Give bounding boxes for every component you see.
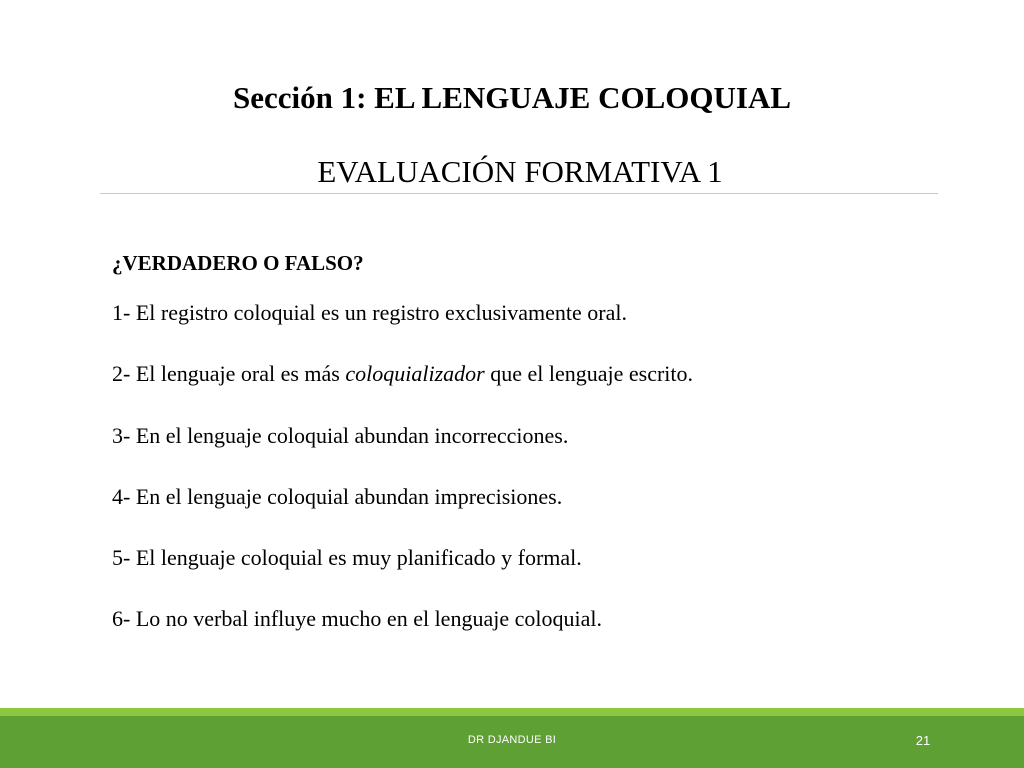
statement-2	[112, 359, 693, 389]
footer-author: DR DJANDUE BI	[467, 734, 557, 746]
statement-1: 1- El registro coloquial es un registro exclusivamente oral.	[112, 300, 628, 325]
statement-6: 6- Lo no verbal influye mucho en el lenguaje coloquial.	[112, 606, 602, 631]
footer-accent-strip	[0, 708, 1024, 716]
slide-title: Sección 1: EL LENGUAJE COLOQUIAL	[232, 80, 792, 115]
statement-4: 4- En el lenguaje coloquial abundan imprecisiones.	[112, 484, 563, 509]
slide-page-number: 21	[915, 733, 931, 748]
slide-subtitle: EVALUACIÓN FORMATIVA 1	[317, 154, 723, 189]
statement-2-text-start: 2- El lenguaje oral es más	[112, 361, 346, 386]
statement-2-text-end: que el lenguaje escrito.	[484, 361, 694, 386]
statement-2-italic-term: coloquializador	[345, 361, 485, 386]
statement-5: 5- El lenguaje coloquial es muy planificado y formal.	[112, 545, 582, 570]
title-divider	[100, 193, 938, 194]
statement-3: 3- En el lenguaje coloquial abundan incorrecciones.	[112, 423, 569, 448]
question-heading: ¿VERDADERO O FALSO?	[112, 251, 364, 275]
